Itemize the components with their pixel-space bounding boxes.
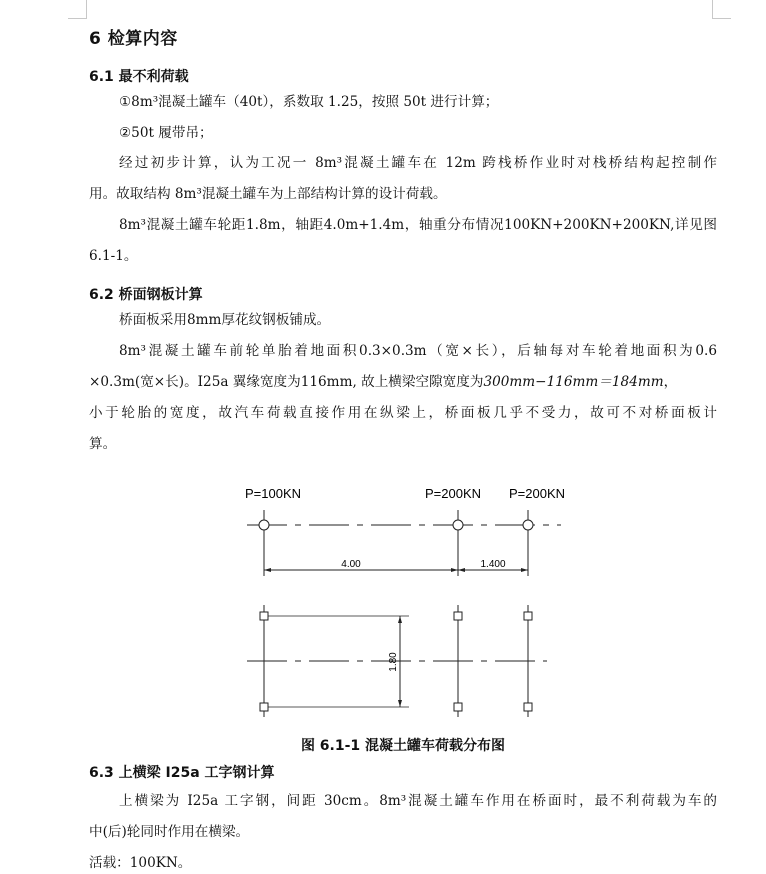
page-corner-mark-left [68, 0, 87, 19]
load-label-rear: P=200KN [509, 486, 566, 501]
heading-6-1: 6.1 最不利荷载 [89, 69, 189, 85]
paragraph-6-1-item-1: ①8m³混凝土罐车（40t），系数取 1.25，按照 50t 进行计算； [119, 94, 499, 110]
heading-6-3: 6.3 上横梁 I25a 工字钢计算 [89, 765, 275, 781]
paragraph-6-2-p1: 桥面板采用8mm厚花纹钢板铺成。 [119, 312, 331, 328]
paragraph-6-1-p4-line2: 6.1-1。 [89, 248, 138, 264]
paragraph-6-1-p4-line1: 8m³混凝土罐车轮距1.8m，轴距4.0m+1.4m，轴重分布情况100KN+200KN+200KN,详见图 [119, 217, 717, 233]
figure-caption: 图 6.1-1 混凝土罐车荷载分布图 [300, 738, 506, 754]
paragraph-6-3-line1: 上横梁为 I25a 工字钢，间距 30cm。8m³混凝土罐车作用在桥面时，最不利荷载为车的 [119, 793, 717, 809]
paragraph-6-2-p2-line3: 小于轮胎的宽度，故汽车荷载直接作用在纵梁上，桥面板几乎不受力，故可不对桥面板计 [89, 405, 717, 421]
axle-spacing-label-1: 4.00 [341, 559, 361, 570]
axle-rear [523, 510, 533, 576]
load-label-front: P=100KN [245, 486, 302, 501]
paragraph-6-2-p2-line4: 算。 [89, 436, 117, 452]
paragraph-6-2-p2-line1: 8m³混凝土罐车前轮单胎着地面积0.3×0.3m（宽×长），后轴每对车轮着地面积为0.6 [119, 343, 717, 359]
axle-middle [453, 510, 463, 576]
paragraph-6-2-p2-line2 [89, 372, 717, 392]
paragraph-6-3-line3: 活载：100KN。 [89, 855, 192, 871]
axle-front [259, 510, 269, 576]
section-heading: 6 检算内容 [89, 29, 178, 49]
load-label-middle: P=200KN [425, 486, 482, 501]
paragraph-6-1-p3-line2: 用。故取结构 8m³混凝土罐车为上部结构计算的设计荷载。 [89, 186, 447, 202]
paragraph-6-3-line2: 中(后)轮同时作用在横梁。 [89, 824, 250, 840]
page-corner-mark-right [712, 0, 731, 19]
paragraph-6-1-item-2: ②50t 履带吊； [119, 125, 213, 141]
paragraph-6-2-p2-line2-text: ×0.3m(宽×长)。I25a 翼缘宽度为116mm, 故上横梁空隙宽度为 [89, 374, 484, 390]
paragraph-6-1-p3-line1: 经过初步计算，认为工况一 8m³混凝土罐车在 12m 跨栈桥作业时对栈桥结构起控制作 [119, 155, 717, 171]
load-distribution-figure [239, 474, 569, 724]
wheel-track-label: 1.80 [388, 652, 399, 672]
paragraph-6-2-p2-line2-end: ， [663, 374, 678, 390]
width-formula: 300mm−116mm＝184mm [483, 374, 664, 390]
axle-spacing-label-2: 1.400 [480, 559, 506, 570]
heading-6-2: 6.2 桥面钢板计算 [89, 287, 203, 303]
